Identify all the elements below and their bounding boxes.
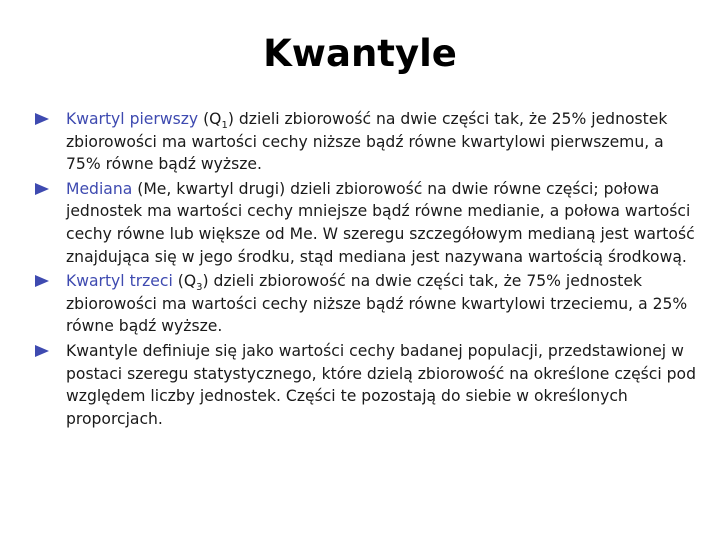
play-arrow-icon: [35, 275, 49, 287]
play-arrow-icon: [35, 345, 49, 357]
bullet-text: dzieli zbiorowość na dwie części tak, że 25% jednostek zbiorowości ma wartości cechy niższe bądź równe kwartylowi pierwszemu, a 75% równe bądź wyższe.: [66, 110, 668, 174]
play-arrow-icon: [35, 113, 49, 125]
bullet-text: dzieli zbiorowość na dwie części tak, że 75% jednostek zbiorowości ma wartości cechy niższe bądź równe kwartylowi trzeciemu, a 25% równe bądź wyższe.: [66, 272, 688, 336]
bullet-item-first-quartile: [32, 108, 700, 176]
symbol-close: ): [202, 272, 209, 291]
bullet-list: [32, 108, 700, 432]
slide-title: Kwantyle: [263, 32, 457, 75]
term-third-quartile: Kwartyl trzeci: [66, 272, 173, 291]
symbol-open: (Q: [172, 272, 197, 291]
bullet-text: Kwantyle definiuje się jako wartości cechy badanej populacji, przedstawionej w postaci szeregu statystycznego, które dzielą zbiorowość na określone części pod względem liczby jednostek. Części te pozostają do siebie w określonych proporcjach.: [66, 341, 697, 428]
symbol-open: (Q: [198, 110, 222, 128]
bullet-item-quantiles-definition: [32, 340, 700, 430]
bullet-text: (Me, kwartyl drugi) dzieli zbiorowość na dwie równe części; połowa jednostek ma wartości cechy mniejsze bądź równe medianie, a połowa wartości cechy równe lub większe od Me. W szeregu szczegółowym medianą jest wartość znajdująca się w jego środku, stąd mediana jest nazywana wartością środkową.: [66, 179, 695, 266]
term-first-quartile: Kwartyl pierwszy: [66, 110, 199, 128]
symbol-subscript: 1: [221, 120, 228, 132]
term-median: Mediana: [66, 179, 133, 198]
bullet-item-median: [32, 178, 700, 268]
symbol-subscript: 3: [196, 282, 203, 294]
bullet-item-third-quartile: [32, 270, 700, 338]
symbol-close: ): [227, 110, 234, 128]
play-arrow-icon: [35, 183, 49, 195]
